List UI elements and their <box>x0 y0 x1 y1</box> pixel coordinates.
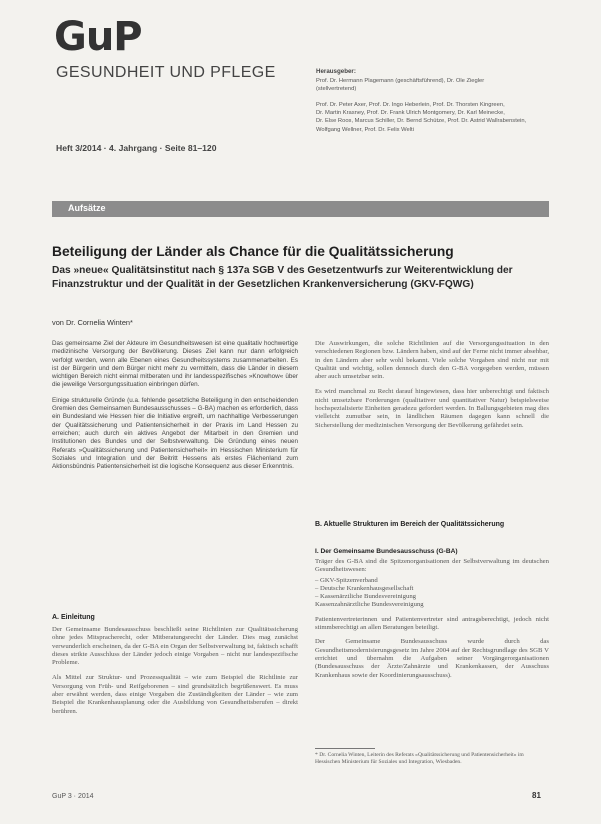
list-item: – Deutsche Krankenhausgesellschaft <box>315 584 414 592</box>
page-number: 81 <box>532 791 541 800</box>
heading-gba: I. Der Gemeinsame Bundesausschuss (G-BA) <box>315 548 458 555</box>
abstract-paragraph: Einige strukturelle Gründe (u.a. fehlende gesetzliche Beteiligung in den entscheidenden Gremien des Gemeinsamen Bundesausschusses – G-BA) machen es erforderlich, dass ein Bundesland wie Hessen hier die Initiative ergreift, um nachhaltige Verbesserungen der Qualitätssicherung und Patientensicherheit in der Praxis im Land Hessen zu erreichen; auch durch ein aktives Angebot der Mitarbeit in den Gremien und Institutionen des Bundes und der Selbstverwaltung. Die Gründung eines neuen Referats »Qualitätssicherung und Patientensicherheit« im Hessischen Ministerium für Soziales und Integration und der Beitritt Hessens als erstes Flächenland zum Aktionsbündnis Patientensicherheit ist die logische Konsequenz aus dieser Erkenntnis. <box>52 396 298 471</box>
list-item: Kassenzahnärztliche Bundesvereinigung <box>315 601 424 609</box>
article-subtitle: Das »neue« Qualitätsinstitut nach § 137a SGB V des Gesetzentwurfs zur Weiterentwicklung der Finanzstruktur und der Qualität in der Gesetzlichen Krankenversicherung (GKV-FQWG) <box>52 265 513 290</box>
einleitung-body <box>52 626 298 716</box>
body-paragraph: Der Gemeinsame Bundesausschuss wurde durch das Gesundheitsmodernisierungsgesetz im Jahre 2004 auf der Rechtsgrundlage des SGB V errichtet und übernahm die Aufgaben seiner Vorgängerorganisationen (Bundesausschuss der Ärzte/Zahnärzte und Krankenkassen, der Ausschuss Krankenhaus sowie der Koordinierungsausschuss). <box>315 638 549 679</box>
editors-block <box>316 77 556 93</box>
editors-label: Herausgeber: <box>316 68 356 75</box>
right-column-top <box>315 340 549 430</box>
section-banner <box>52 201 549 217</box>
board-line: Wolfgang Wellner, Prof. Dr. Felix Welti <box>316 126 414 133</box>
list-item: – GKV-Spitzenverband <box>315 576 378 584</box>
traeger-list <box>315 577 549 610</box>
heading-strukturen: B. Aktuelle Strukturen im Bereich der Qualitätssicherung <box>315 521 505 528</box>
list-item: – Kassenärztliche Bundesvereinigung <box>315 593 417 601</box>
heading-einleitung: A. Einleitung <box>52 614 95 621</box>
abstract-paragraph: Das gemeinsame Ziel der Akteure im Gesundheitswesen ist eine qualitativ hochwertige medizinische Versorgung der Bevölkerung. Dieses Ziel kann nur dann erfolgreich verfolgt werden, wenn alle Ebenen eines Gesundheitssystems zusammenarbeiten. Es ist der Bürgerin und dem Bürger nicht mehr zu vermitteln, dass die Länder in diesem wichtigen Bereich nicht einmal mitberaten und ihr landesspezifisches »Knowhow« über die jeweilige Versorgungssituation einbringen dürfen. <box>52 340 298 389</box>
article-title: Beteiligung der Länder als Chance für die Qualitätssicherung <box>52 244 454 259</box>
board-block <box>316 101 576 134</box>
editors-line: (stellvertretend) <box>316 86 357 93</box>
body-paragraph: Träger des G-BA sind die Spitzenorganisationen der Selbstverwaltung im deutschen Gesundheitswesen: <box>315 558 549 574</box>
board-line: Dr. Else Roos, Marcus Schiller, Dr. Bernd Schütze, Prof. Dr. Astrid Wallrabenstein, <box>316 118 527 125</box>
editors-line: Prof. Dr. Hermann Plagemann (geschäftsführend), Dr. Ole Ziegler <box>316 78 485 84</box>
journal-logo: GuP <box>54 14 142 60</box>
right-column-bottom <box>315 558 549 680</box>
issue-info: Heft 3/2014 · 4. Jahrgang · Seite 81–120 <box>56 143 217 153</box>
footnote-rule <box>315 748 375 749</box>
footnote: * Dr. Cornelia Winten, Leiterin des Referats »Qualitätssicherung und Patientensicherheit« im Hessischen Ministerium für Soziales und Integration, Wiesbaden. <box>315 752 524 766</box>
article-author: von Dr. Cornelia Winten* <box>52 318 133 327</box>
left-column <box>52 340 298 478</box>
section-label: Aufsätze <box>68 203 106 213</box>
body-paragraph: Die Auswirkungen, die solche Richtlinien auf die Versorgungssituation in den verschiedenen Regionen bzw. Ländern haben, sind auf der Ferne nicht immer absehbar, in den Ländern aber sehr wohl bekannt. Viele solche Vorgaben sind nicht nur mit Qualität und wichtig, sollen dennoch durch den G-BA vorgegeben werden, müssen aber auch umsetzbar sein. <box>315 340 550 381</box>
board-line: Dr. Martin Krasney, Prof. Dr. Frank Ulrich Montgomery, Dr. Karl Meinecke, <box>316 110 505 117</box>
board-line: Prof. Dr. Peter Axer, Prof. Dr. Ingo Heberlein, Prof. Dr. Thorsten Kingreen, <box>316 102 505 108</box>
journal-name: GESUNDHEIT UND PFLEGE <box>56 64 276 81</box>
body-paragraph: Es wird manchmal zu Recht darauf hingewiesen, dass hier unberechtigt und faktisch nicht umsetzbare Forderungen (qualitativer und quantitativer Natur) beispielsweise hochspezialisierte Einheiten geradezu gefordert werden. In Ballungsgebieten mag dies vielleicht zumutbar sein, in ländlichen Räumen dagegen kann schnell die Sicherstellung der medizinischen Versorgung der Bevölkerung gefährdet sein. <box>315 388 549 429</box>
body-paragraph: Der Gemeinsame Bundesausschuss beschließt seine Richtlinien zur Qualitätssicherung ohne jedes Mitspracherecht, oder Mitberatungsrecht der Länder. Dies mag zunächst verwunderlich erscheinen, da der G-BA ein Organ der Selbstverwaltung ist, faktisch schafft dieses strikte Ausschluss der Länder jedoch einige Vorgaben – nicht nur landespezifische Probleme. <box>52 626 298 667</box>
body-paragraph: Als Mittel zur Struktur- und Prozessqualität – wie zum Beispiel die Richtlinie zur Versorgung von Früh- und Reifgeborenen – sind grundsätzlich begrüßenswert. Es muss aber erwähnt werden, dass einige Vorgaben die Zuständigkeiten der Länder – wie zum Beispiel die Krankenhausplanung oder die Ausbildung von Gesundheitsberufen – direkt berühren. <box>52 674 298 715</box>
footer-journal: GuP 3 · 2014 <box>52 793 94 800</box>
body-paragraph: Patientenvertreterinnen und Patientenvertreter sind antragsberechtigt, jedoch nicht stimmberechtigt an allen Beratungen beteiligt. <box>315 615 549 632</box>
